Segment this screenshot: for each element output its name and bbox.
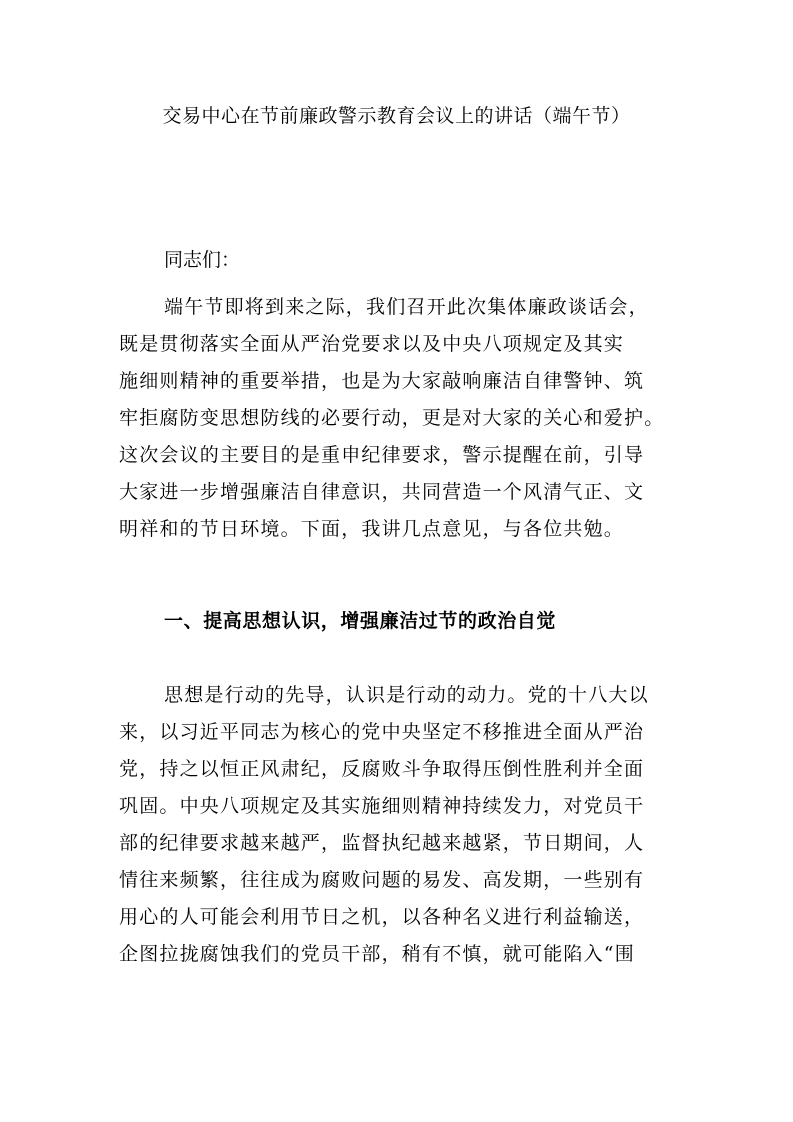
paragraph-line: 巩固。中央八项规定及其实施细则精神持续发力，对党员干 [119,795,645,817]
paragraph-line: 来，以习近平同志为核心的党中央坚定不移推进全面从严治 [119,721,645,743]
paragraph-line: 情往来频繁，往往成为腐败问题的易发、高发期，一些别有 [119,869,645,891]
paragraph-line: 用心的人可能会利用节日之机，以各种名义进行利益输送， [119,906,645,928]
paragraph-line: 端午节即将到来之际，我们召开此次集体廉政谈话会， [164,296,649,318]
paragraph-line: 施细则精神的重要举措，也是为大家敲响廉洁自律警钟、筑 [119,370,645,392]
paragraph-line: 思想是行动的先导，认识是行动的动力。党的十八大以 [164,684,649,706]
document-title: 交易中心在节前廉政警示教育会议上的讲话（端午节） [162,105,631,127]
paragraph-line: 党，持之以恒正风肃纪，反腐败斗争取得压倒性胜利并全面 [119,758,645,780]
paragraph-line: 明祥和的节日环境。下面，我讲几点意见，与各位共勉。 [119,518,625,540]
section-heading-1: 一、提高思想认识，增强廉洁过节的政治自觉 [164,610,557,632]
paragraph-line: 部的纪律要求越来越严，监督执纪越来越紧，节日期间，人 [119,832,645,854]
paragraph-line: 既是贯彻落实全面从严治党要求以及中央八项规定及其实 [119,333,625,355]
paragraph-line: 牢拒腐防变思想防线的必要行动，更是对大家的关心和爱护。 [119,407,665,429]
paragraph-line: 这次会议的主要目的是重申纪律要求，警示提醒在前，引导 [119,444,645,466]
salutation: 同志们： [164,249,241,271]
paragraph-line: 企图拉拢腐蚀我们的党员干部，稍有不慎，就可能陷入“围 [119,943,635,965]
paragraph-line: 大家进一步增强廉洁自律意识，共同营造一个风清气正、文 [119,481,645,503]
